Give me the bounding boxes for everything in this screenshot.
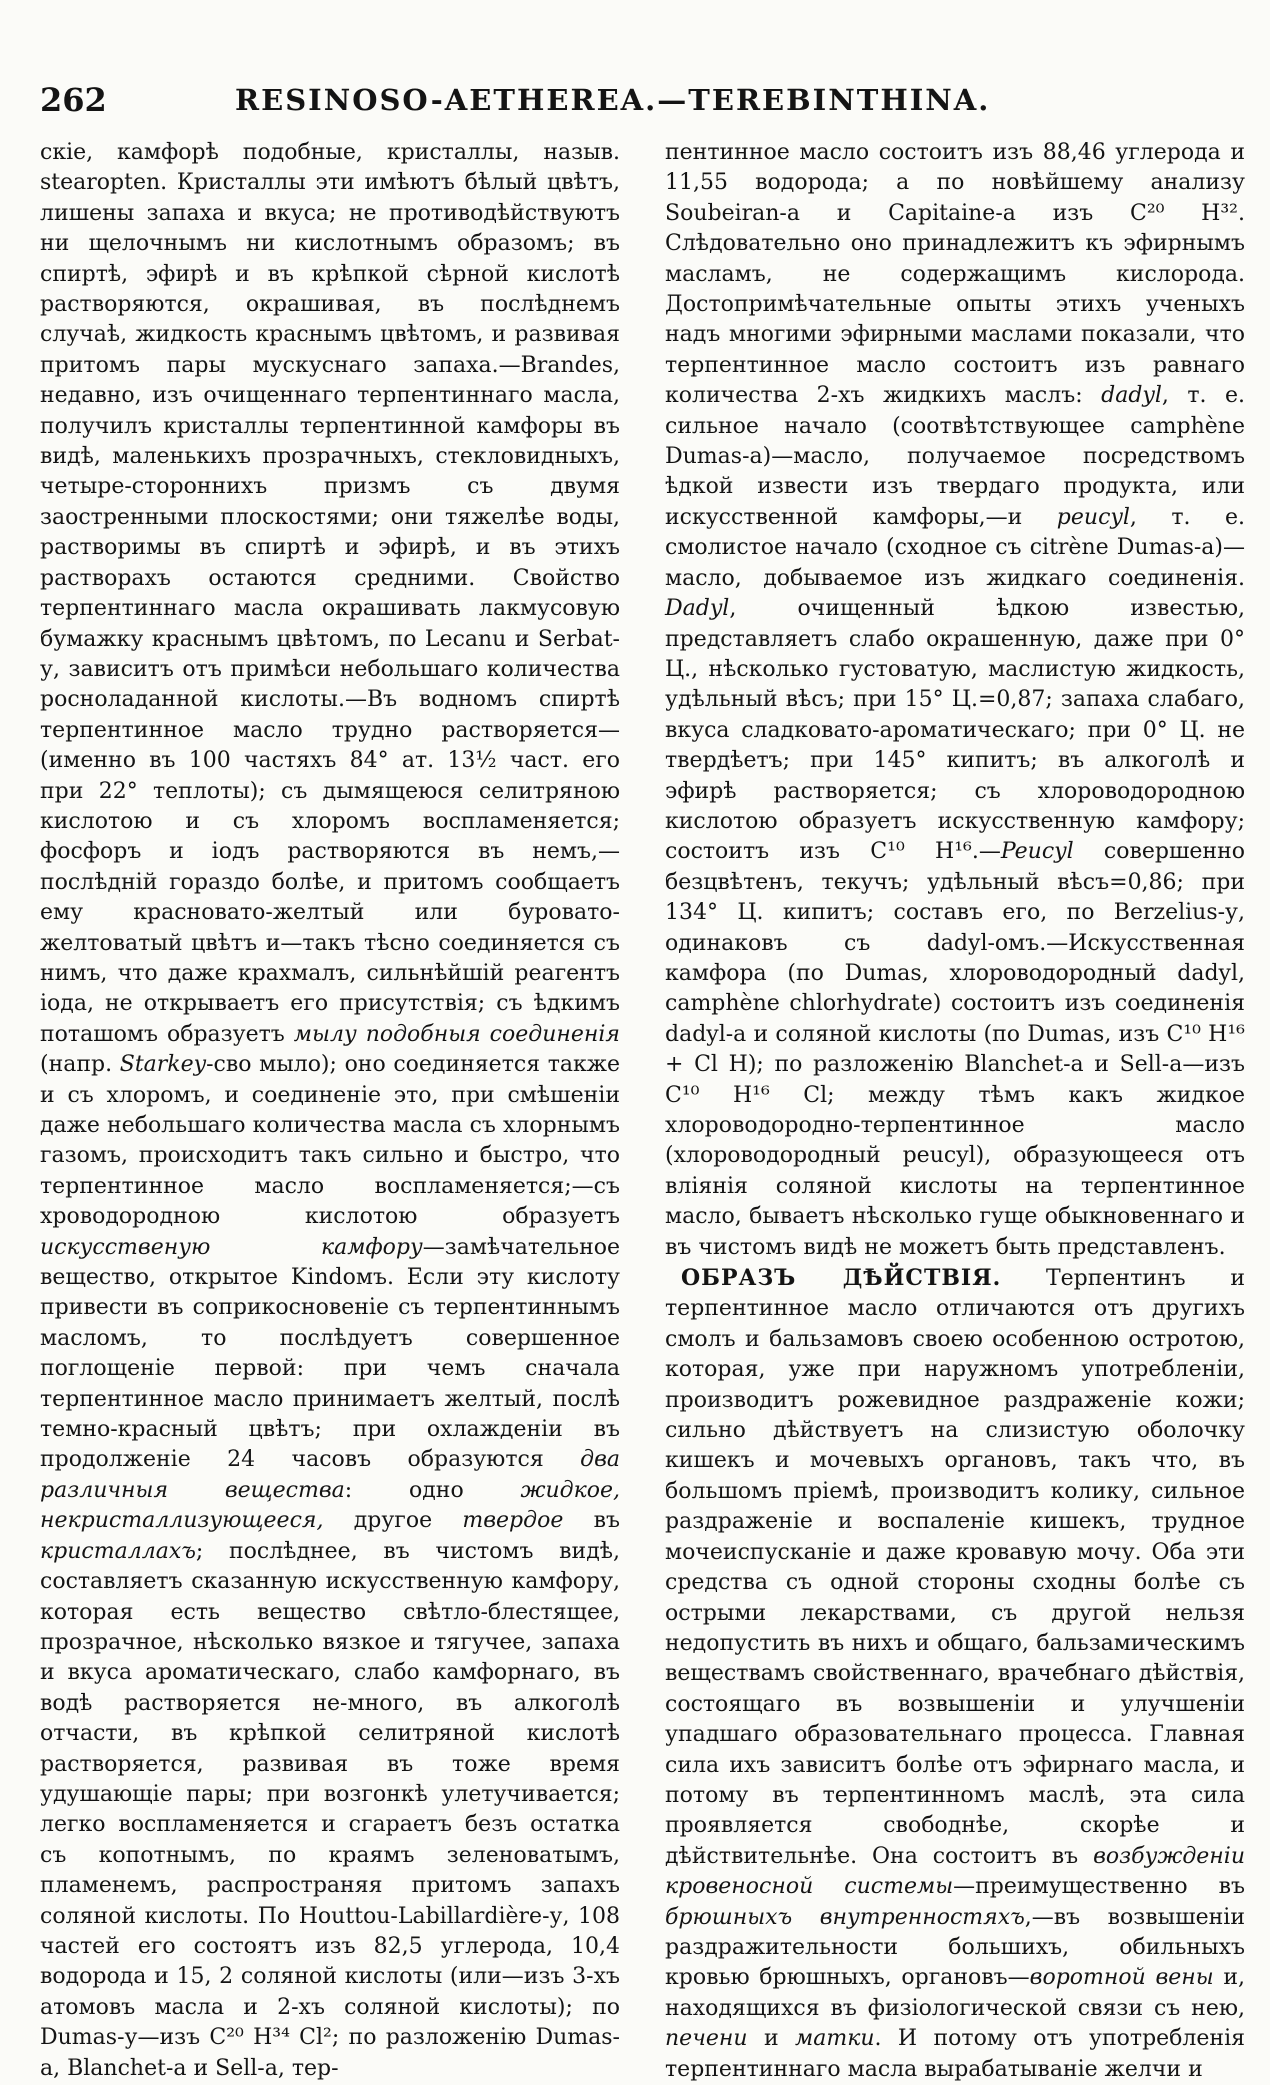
right-paragraph-action	[665, 1263, 1245, 2085]
text-run: другое	[353, 1508, 433, 1534]
page-header	[40, 70, 1245, 130]
italic-term: твердое	[462, 1508, 564, 1534]
italic-term: Starkey	[119, 1052, 207, 1078]
text-run: —замѣчательное вещество, открытое Kindомъ. Если эту кислоту привести въ соприкосновеніе съ терпентиннымъ масломъ, то послѣдуетъ совершенное поглощеніе первой: при чемъ сначала терпентинное масло принимаетъ желтый, послѣ темно-красный цвѣтъ; при охлажденіи въ продолженіе 24 часовъ образуются	[40, 1234, 620, 1473]
page-number: 262	[40, 81, 107, 119]
text-run: , т. е. смолистое начало (сходное съ citrène Dumas-a)—масло, добываемое изъ жидкаго соединенія.	[665, 504, 1245, 591]
text-run: въ	[593, 1508, 621, 1534]
italic-term: матки	[795, 2026, 875, 2052]
text-run: ; послѣднее, въ чистомъ видѣ, составляетъ сказанную искусственную камфору, которая есть вещество свѣтло-блестящее, прозрачное, нѣсколько вязкое и тягучее, запаха и вкуса ароматическаго, слабо камфорнаго, въ водѣ растворяется не-много, въ алкоголѣ отчасти, въ крѣпкой селитряной кислотѣ растворяется, развивая въ тоже время удушающіе пары; при возгонкѣ улетучивается; легко воспламеняется и сгараетъ безъ остатка съ копотнымъ, по краямъ зеленоватымъ, пламенемъ, распространяя притомъ запахъ соляной кислоты. По Houttou-Labillardière-у, 108 частей его состоятъ изъ 82,5 углерода, 10,4 водорода и 15, 2 соляной кислоты (или—изъ 3-хъ атомовъ масла и 2-хъ соляной кислоты); по Dumas-у—изъ C²⁰ H³⁴ Cl²; по разложенію Dumas-a, Blanchet-a и Sell-a, тер-	[40, 1538, 620, 2081]
text-columns	[40, 138, 1245, 2085]
italic-term: мылу подобныя соединенія	[293, 1021, 620, 1047]
text-run: , очищенный ѣдкою известью, представляетъ слабо окрашенную, даже при 0° Ц., нѣсколько густоватую, маслистую жидкость, удѣльный вѣсъ; при 15° Ц.=0,87; запаха слабаго, вкуса сладковато-ароматическаго; при 0° Ц. не твердѣетъ; при 145° кипитъ; въ алкоголѣ и эфирѣ растворяется; съ хлороводородною кислотою образуетъ искусственную камфору; состоитъ изъ C¹⁰ H¹⁶.—	[665, 596, 1245, 865]
text-run: -сво мыло); оно соединяется также и съ хлоромъ, и соединеніе это, при смѣшеніи даже небольшаго количества масла съ хлорнымъ газомъ, происходитъ такъ сильно и быстро, что терпентинное масло воспламеняется;—съ хроводородною кислотою образуетъ	[40, 1052, 621, 1230]
italic-term: брюшныхъ внутренностяхъ	[665, 1904, 1025, 1930]
text-run: : одно	[344, 1477, 464, 1503]
italic-term: печени	[665, 2026, 748, 2052]
text-run: пентинное масло состоитъ изъ 88,46 углерода и 11,55 водорода; а по новѣйшему анализу Soubeiran-a и Capitaine-a изъ C²⁰ H³². Слѣдовательно оно принадлежитъ къ эфирнымъ масламъ, не содержащимъ кислорода. Достопримѣчательные опыты этихъ ученыхъ надъ многими эфирными маслами показали, что терпентинное масло состоитъ изъ равнаго количества 2-хъ жидкихъ маслъ:	[665, 140, 1245, 409]
italic-term: жидкое, некристаллизующееся,	[40, 1477, 621, 1534]
italic-term: Peucyl	[1000, 839, 1074, 865]
italic-term: два различныя вещества	[40, 1447, 620, 1503]
text-run: , т. е. сильное начало (соотвѣтствующее camphène Dumas-a)—масло, получаемое посредствомъ ѣдкой извести изъ твердаго продукта, или искусственной камфоры,—и	[665, 383, 1246, 530]
italic-term: возбужденіи кровеносной системы	[665, 1843, 1245, 1900]
italic-term: dadyl	[1101, 383, 1162, 409]
text-run: . И потому отъ употребленія терпентиннаго масла вырабатываніе желчи и	[665, 2026, 1245, 2082]
right-column	[665, 138, 1245, 2085]
running-title: RESINOSO-AETHEREA.—TEREBINTHINA.	[235, 83, 991, 117]
italic-term: Dadyl	[665, 596, 730, 622]
italic-term: кристаллахъ	[40, 1538, 196, 1564]
text-run: (напр.	[40, 1052, 113, 1078]
right-paragraph-chemistry	[665, 138, 1245, 1263]
italic-term: искусственую камфору	[40, 1234, 423, 1260]
text-run: ,—въ возвышеніи раздражительности большихъ, обильныхъ кровью брюшныхъ, органовъ—	[665, 1904, 1245, 1991]
left-paragraph	[40, 138, 620, 2084]
text-run: скіе, камфорѣ подобные, кристаллы, назыв. stearopten. Кристаллы эти имѣютъ бѣлый цвѣтъ, лишены запаха и вкуса; не противодѣйствуютъ ни щелочнымъ ни кислотнымъ образомъ; въ спиртѣ, эфирѣ и въ крѣпкой сѣрной кислотѣ растворяются, окрашивая, въ послѣднемъ случаѣ, жидкость краснымъ цвѣтомъ, и развивая притомъ пары мускуснаго запаха.—Brandes, недавно, изъ очищеннаго терпентиннаго масла, получилъ кристаллы терпентинной камфоры въ видѣ, маленькихъ прозрачныхъ, стекловидныхъ, четыре-стороннихъ призмъ съ двумя заостренными плоскостями; они тяжелѣе воды, растворимы въ спиртѣ и эфирѣ, и въ этихъ растворахъ остаются средними. Свойство терпентиннаго масла окрашивать лакмусовую бумажку краснымъ цвѣтомъ, по Lecanu и Serbat-у, зависитъ отъ примѣси небольшаго количества росноладанной кислоты.—Въ водномъ спиртѣ терпентинное масло трудно растворяется—(именно въ 100 частяхъ 84° ат. 13½ част. его при 22° теплоты); съ дымящеюся селитряною кислотою и съ хлоромъ воспламеняется; фосфоръ и іодъ растворяются въ немъ,—послѣдній гораздо болѣе, и притомъ сообщаетъ ему красновато-желтый или буровато-желтоватый цвѣтъ и—такъ тѣсно соединяется съ нимъ, что даже крахмалъ, сильнѣйшій реагентъ іода, не открываетъ его присутствія; съ ѣдкимъ поташомъ образуетъ	[40, 140, 620, 1047]
text-run: и	[763, 2026, 779, 2052]
text-run: —преимущественно въ	[953, 1874, 1245, 1900]
italic-term: воротной вены	[1029, 1965, 1214, 1991]
text-run: Терпентинъ и терпентинное масло отличаются отъ другихъ смолъ и бальзамовъ своею особенною остротою, которая, уже при наружномъ употребленіи, производитъ рожевидное раздраженіе кожи; сильно дѣйствуетъ на слизистую оболочку кишекъ и мочевыхъ органовъ, такъ что, въ большомъ пріемѣ, производитъ колику, сильное раздраженіе и воспаленіе кишекъ, трудное мочеиспусканіе и даже кровавую мочу. Оба эти средства съ одной стороны сходны болѣе съ острыми лекарствами, съ другой нельзя недопустить въ нихъ и общаго, бальзамическимъ веществамъ свойственнаго, врачебнаго дѣйствія, состоящаго въ возвышеніи и улучшеніи упадшаго образовательнаго процесса. Главная сила ихъ зависитъ болѣе отъ эфирнаго масла, и потому въ терпентинномъ маслѣ, эта сила проявляется свободнѣе, скорѣе и дѣйствительнѣе. Она состоитъ въ	[665, 1266, 1245, 1869]
left-column	[40, 138, 620, 2085]
italic-term: peucyl	[1056, 504, 1130, 530]
section-heading: ОБРАЗЪ ДѢЙСТВІЯ.	[681, 1265, 1002, 1292]
text-run: и, находящихся въ физіологической связи съ нею,	[665, 1965, 1245, 2021]
text-run: совершенно безцвѣтенъ, текучъ; удѣльный вѣсъ=0,86; при 134° Ц. кипитъ; составъ его, по Berzelius-у, одинаковъ съ dadyl-омъ.—Искусственная камфора (по Dumas, хлороводородный dadyl, camphène chlorhydrate) состоитъ изъ соединенія dadyl-a и соляной кислоты (по Dumas, изъ C¹⁰ H¹⁶ + Cl H); по разложенію Blanchet-a и Sell-a—изъ C¹⁰ H¹⁶ Cl; между тѣмъ какъ жидкое хлороводородно-терпентинное масло (хлороводородный peucyl), образующееся отъ вліянія соляной кислоты на терпентинное масло, бываетъ нѣсколько гуще обыкновеннаго и въ чистомъ видѣ не можетъ быть представленъ.	[665, 839, 1246, 1260]
